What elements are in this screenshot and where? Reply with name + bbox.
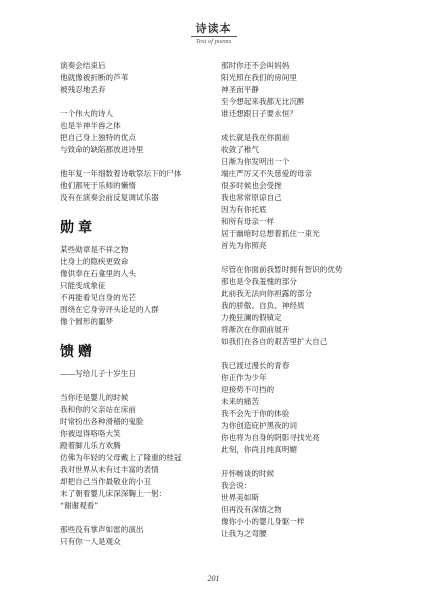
poem-line: 你被逗得咯咯大笑 xyxy=(60,429,121,438)
poem-line: 他们都死于乐师的懒惰 xyxy=(60,181,136,190)
poem-line: 但再没有深情之物 xyxy=(221,505,282,514)
poem-line: 只能变成象征 xyxy=(60,281,106,290)
poem-line: 也是半神半兽之体 xyxy=(60,121,121,130)
poem-line: 神圣而平静 xyxy=(221,85,259,94)
poem-line: 围绕在它身旁评头论足的人群 xyxy=(60,305,159,314)
poem-line: 那时你还不会叫妈妈 xyxy=(221,61,290,70)
poem-line: 和所有母亲一样 xyxy=(221,217,275,226)
poem-line: 像你小小的婴儿身躯一样 xyxy=(221,517,305,526)
poem-line: 我已渡过漫长的青春 xyxy=(221,361,290,370)
poem-line: 蹬着脚儿乐方欢腾 xyxy=(60,441,121,450)
poem-line: 不再能看见自身的光芒 xyxy=(60,293,136,302)
poem-line: 谁还想跟日子要永恒？ xyxy=(221,109,297,118)
poem-line: 像供奉在石龛里的人头 xyxy=(60,269,136,278)
poem-line: 日渐为你发明出一个 xyxy=(221,157,290,166)
poem-line: 演奏会结束后 xyxy=(60,61,106,70)
poem-line: 此刻，你尚且纯真明媚 xyxy=(221,445,297,454)
poem-line: 某些勋章是不祥之物 xyxy=(60,245,129,254)
poem-line: 尽管在你面前我暂时拥有智识的优势 xyxy=(221,265,343,274)
poem-line: 那也是令我羞愧的部分 xyxy=(221,277,297,286)
poem-title-gift: 馈赠 xyxy=(60,344,96,360)
logo-subtitle: Text of poems xyxy=(195,38,232,45)
poem-line: 没有在演奏会前反复调试乐器 xyxy=(60,193,159,202)
poem-dedication: ——写给儿子十岁生日 xyxy=(60,369,136,378)
page-number: 201 xyxy=(207,574,220,583)
poem-line: 我和你的父亲站在床前 xyxy=(60,405,136,414)
poem-line: 仿佛为年轻的父母戴上了隆重的桂冠 xyxy=(60,453,182,462)
right-column xyxy=(221,60,396,540)
poem-line: 比身上的隐疾更致命 xyxy=(60,257,129,266)
poem-line: 将渐次在你面前展开 xyxy=(221,325,290,334)
poem-line: 被残忍地丢弃 xyxy=(60,85,106,94)
poem-line: 我会说： xyxy=(221,481,252,490)
poem-line: 他年复一年细数着诗歌祭坛下的尸体 xyxy=(60,169,182,178)
poem-line: 因为有你托底 xyxy=(221,205,267,214)
poem-line: 像个圆形的噩梦 xyxy=(60,317,114,326)
poem-line: 至今想起来我都无比沉醉 xyxy=(221,97,305,106)
poem-line: 把自己身上独特的优点 xyxy=(60,133,136,142)
journal-logo xyxy=(0,22,427,46)
poem-line: 那些没有掌声如雷的演出 xyxy=(60,525,144,534)
poem-line: 如我们在各自的艰苦里扩大自己 xyxy=(221,337,328,346)
poem-line: 首先为你照亮 xyxy=(221,241,267,250)
poem-line: 却把自己当作最敬业的小丑 xyxy=(60,477,152,486)
poem-line: 为你创造庇护黑夜的词 xyxy=(221,421,297,430)
poem-title-medal: 勋章 xyxy=(60,220,96,236)
poem-line: 迎接势不可挡的 xyxy=(221,385,275,394)
poem-line: 让我为之弯腰 xyxy=(221,529,267,538)
poem-line: 很多时候也会受挫 xyxy=(221,181,282,190)
poem-line: 力挽狂澜的假镇定 xyxy=(221,313,282,322)
poem-line: 收敛了稚气 xyxy=(221,145,259,154)
poem-line: 当你还是婴儿的时候 xyxy=(60,393,129,402)
poem-line: 成长就是我在你面前 xyxy=(221,133,290,142)
poem-line: 末了朝着婴儿床深深鞠上一躬： xyxy=(60,489,167,498)
poem-line: 只有你一人是观众 xyxy=(60,537,121,546)
poem-line: 与致命的缺陷都放进诗里 xyxy=(60,145,144,154)
poem-line: 居于幽暗时总想着抓住一束光 xyxy=(221,229,320,238)
left-column xyxy=(60,60,235,548)
logo-divider xyxy=(191,36,237,37)
poem-line: 阳光照在我们的房间里 xyxy=(221,73,297,82)
poem-line: 一个伟大的诗人 xyxy=(60,109,114,118)
poem-line: 世界美如斯 xyxy=(221,493,259,502)
poem-line: 我的骄傲、自负、神经质 xyxy=(221,301,305,310)
poem-line: 此前我无法向你袒露的部分 xyxy=(221,289,313,298)
poem-line: 我不会先于你的体验 xyxy=(221,409,290,418)
poem-line: 我对世界从未有过丰富的表情 xyxy=(60,465,159,474)
poem-line: 我也常常原谅自己 xyxy=(221,193,282,202)
poem-line: 端庄严厉又不失慈爱的母亲 xyxy=(221,169,313,178)
poem-line: 未来的痛苦 xyxy=(221,397,259,406)
poem-line: 他就像被折断的芦苇 xyxy=(60,73,129,82)
poem-line: 开怀畅谈的时候 xyxy=(221,469,275,478)
poem-line: 你正作为少年 xyxy=(221,373,267,382)
logo-title: 诗读本 xyxy=(195,22,232,35)
poem-line: “谢谢观看” xyxy=(60,501,99,510)
poem-line: 时常扮出各种滑稽的鬼脸 xyxy=(60,417,144,426)
poem-line: 你也将为自身的阴影寻找光亮 xyxy=(221,433,320,442)
